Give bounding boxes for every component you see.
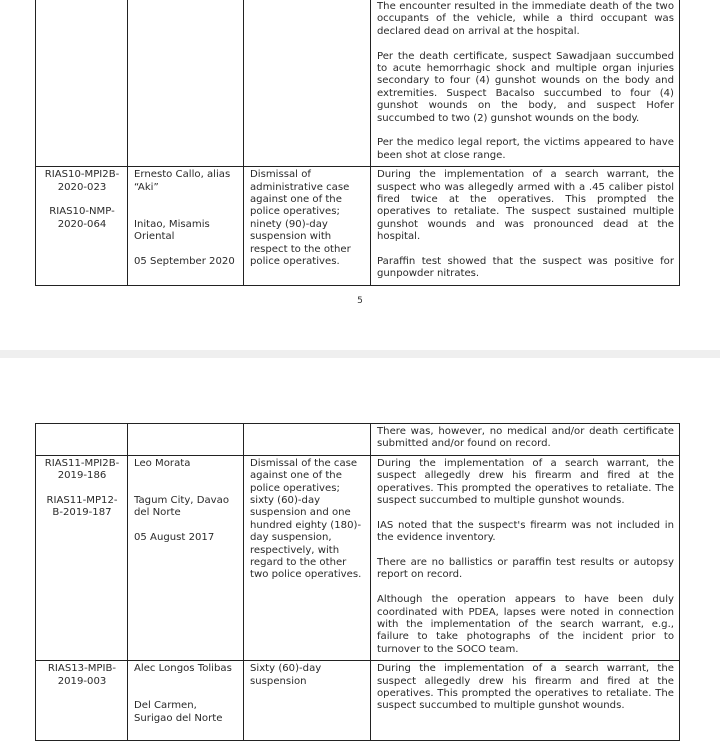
victim-cell: [128, 167, 244, 286]
resolution-text: Dismissal of administrative case against one of the police operatives; ninety (90)-day suspension with respect to the other police operatives.: [250, 169, 351, 268]
case-number-cell: [36, 424, 128, 456]
narrative-paragraph: Paraffin test showed that the suspect was positive for gunpowder nitrates.: [377, 256, 674, 280]
table-row: [36, 661, 680, 741]
resolution-cell: [244, 661, 371, 741]
case-number: RIAS11-MPI2B-2019-186: [44, 457, 120, 482]
narrative-paragraph: Although the operation appears to have been duly coordinated with PDEA, lapses were noted in connection with the implementation of the search warrant, e.g., failure to take photographs of the incident prior to turnover to the SOCO team.: [377, 594, 674, 655]
incident-place: Del Carmen, Surigao del Norte: [134, 700, 223, 724]
case-number: RIAS10-MPI2B-2020-023: [44, 169, 120, 193]
narrative-paragraph: During the implementation of a search warrant, the suspect who was allegedly armed with a .45 caliber pistol fired twice at the operatives. This prompted the operatives to retaliate. The suspect sustained multiple gunshot wounds and was pronounced dead at the hospital.: [377, 169, 674, 243]
cases-table: [35, 0, 680, 286]
incident-date: 05 August 2017: [134, 532, 215, 544]
case-number-cell: [36, 455, 128, 660]
incident-place: Initao, Misamis Oriental: [134, 218, 210, 243]
victim-name: Ernesto Callo, alias “Aki”: [134, 169, 231, 193]
narrative-cell: [371, 0, 680, 167]
narrative-cell: [371, 455, 680, 660]
victim-cell: [128, 455, 244, 660]
resolution-cell: [244, 455, 371, 660]
cases-table: [35, 423, 680, 741]
table-row-continued: [36, 424, 680, 456]
case-number-cell: [36, 661, 128, 741]
narrative-paragraph: During the implementation of a search warrant, the suspect allegedly drew his firearm and fired at the operatives. This prompted the operatives to retaliate. The suspect succumbed to multiple gunshot wounds.: [377, 663, 674, 712]
narrative-paragraph: IAS noted that the suspect's firearm was not included in the evidence inventory.: [377, 519, 674, 544]
resolution-text: Sixty (60)-day suspension: [250, 663, 322, 687]
victim-name: Leo Morata: [134, 457, 191, 469]
resolution-cell: [244, 167, 371, 286]
narrative-paragraph: Per the death certificate, suspect Sawadjaan succumbed to acute hemorrhagic shock and multiple organ injuries secondary to four (4) gunshot wounds on the body and extremities. Suspect Bacalso succumbed to four (4) gunshot wounds on the body, and suspect Hofer succumbed to two (2) gunshot wounds on the body.: [377, 50, 674, 124]
narrative-cell: [371, 661, 680, 741]
resolution-text: Dismissal of the case against one of the police operatives; sixty (60)-day suspension and one hundred eighty (180)-day suspension, respectively, with regard to the other two police operatives.: [250, 457, 362, 581]
incident-place: Tagum City, Davao del Norte: [134, 495, 230, 519]
table-row: [36, 167, 680, 286]
table-row-continued: [36, 0, 680, 167]
page-number: 5: [357, 296, 363, 306]
victim-cell: [128, 661, 244, 741]
victim-cell: [128, 0, 244, 167]
document-page-5: [0, 0, 720, 350]
narrative-paragraph: The encounter resulted in the immediate death of the two occupants of the vehicle, while a third occupant was declared dead on arrival at the hospital.: [377, 1, 674, 37]
resolution-cell: [244, 0, 371, 167]
case-number-cell: [36, 0, 128, 167]
narrative-cell: [371, 424, 680, 456]
case-number: RIAS13-MPIB-2019-003: [47, 663, 117, 687]
document-page-6: [0, 358, 720, 724]
table-row: [36, 455, 680, 660]
resolution-cell: [244, 424, 371, 456]
victim-cell: [128, 424, 244, 456]
narrative-paragraph: During the implementation of a search warrant, the suspect allegedly drew his firearm and fired at the operatives. This prompted the operatives to retaliate. The suspect succumbed to multiple gunshot wounds.: [377, 457, 674, 507]
narrative-cell: [371, 167, 680, 286]
narrative-paragraph: There was, however, no medical and/or death certificate submitted and/or found on record.: [377, 426, 674, 450]
narrative-paragraph: Per the medico legal report, the victims appeared to have been shot at close range.: [377, 137, 674, 161]
case-number: RIAS11-MP12-B-2019-187: [46, 495, 118, 519]
victim-name: Alec Longos Tolibas: [134, 663, 232, 675]
incident-date: 05 September 2020: [134, 256, 235, 268]
narrative-paragraph: There are no ballistics or paraffin test results or autopsy report on record.: [377, 557, 674, 581]
case-number-cell: [36, 167, 128, 286]
page-separator: [0, 350, 720, 358]
case-number: RIAS10-NMP-2020-064: [49, 206, 115, 230]
